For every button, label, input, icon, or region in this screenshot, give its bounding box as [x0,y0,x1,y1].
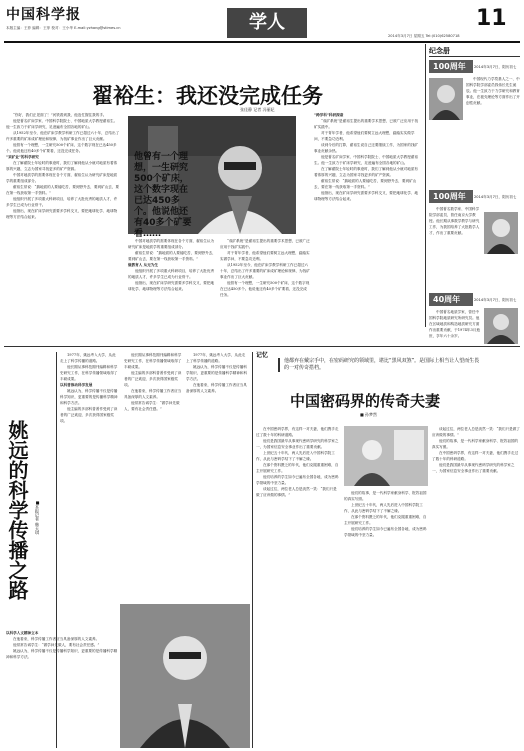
paragraph: 他指出，现在矿床学研究需要多学科交叉，要把地球化学、地球物理等方法结合起来。 [128,281,215,291]
anniversary-badge: 100周年 [429,60,473,73]
paragraph: 他是著名矿床学家、中国科学院院士、中国地质大学教授翟裕生。他一生致力于矿床学研究，足迹遍布全国各地的矿山。 [6,119,118,129]
sidebar-portrait-3 [484,308,518,344]
sidebar-portrait-1 [429,78,463,120]
anniversary-date: 2014年3月7日，阴历初七 [474,195,517,199]
article2-byline: ■本报记者 韩天琪 [35,500,40,535]
paragraph: 对于青年学者，他希望他们要树立远大理想，踏踏实实做学问，不要急功近利。 [220,251,310,261]
paragraph: 他常常告诫学生：“做学问先做人，要有社会责任感。” [124,401,180,411]
paragraph: 他们是我国最早从事现代密码学研究的科学家之一，为国家信息安全事业作出了重要贡献。 [256,439,339,449]
article3-byline: ■ 孙梦然 [360,412,378,417]
sidebar-title-rule [429,56,520,57]
sidebar-title: 纪念册 [429,47,450,55]
paragraph: 他指出，现在矿床学研究需要多学科交叉，要把地球化学、地球物理等方法结合起来。 [314,191,419,201]
paragraph: 谈起过往，两位老人总是淡然一笑：“我们只是做了应该做的事情。” [432,427,520,437]
paragraph: 他曾有一个理想，一生研究500个矿床，这个数字现在已达450多个。他说他还有40多个矿要看，还没完成任务。 [6,143,117,153]
paragraph: 他们的故事，是一代科学家献身科学、报效祖国的真实写照。 [432,439,519,449]
paragraph: 谈到今后的打算，翟裕生说自己还要继续工作，为国家的找矿事业贡献余热。 [314,143,419,153]
article1-col-3 [220,238,310,344]
page-number: 11 [476,6,507,31]
portrait-photo [484,212,518,254]
paragraph: 他们的故事，是一代科学家献身科学、报效祖国的真实写照。 [344,491,427,501]
paragraph: 1977年，姚远考入大学，从此走上了科学传播的道路。 [60,353,116,363]
paragraph: 中国著名地质学家，曾任中国科学院地质研究所研究员。他在区域地质和构造地质研究方面作出重要贡献，于1974年3月逝世，享年六十余岁。 [429,310,480,338]
paragraph: 在了解翟院士年轻时的事迹时，我们了解到他从小就对地质有着浓厚的兴趣，立志为国家寻找更多的矿产资源。 [6,161,118,171]
article3-photo [344,426,428,486]
paragraph: 在中国密码学界，有这样一对夫妻，他们携手走过了数十年的科研道路。 [256,427,339,437]
sidebar-divider [425,44,426,327]
paragraph: 姚远认为，科学传播不仅是传播科学知识，更重要的是传播科学精神和科学方法。 [60,389,118,405]
article2-title: 姚远的科学传播之路 [5,420,29,600]
paragraph: 翟裕生常说：“搞地质的人要能吃苦，要到野外去，要到矿山去，要在第一线获取第一手资料。” [6,185,120,195]
paragraph: 他指出，现在矿床学研究需要多学科交叉，要把地球化学、地球物理等方法结合起来。 [6,209,118,219]
article2-col-4 [186,352,248,602]
paragraph: 他是著名矿床学家、中国科学院院士、中国地质大学教授翟裕生。他一生致力于矿床学研究，足迹遍布全国各地的矿山。 [314,155,419,165]
sidebar-entry-3-text [429,309,481,345]
article2-col-1 [60,352,118,512]
article3-divider [252,352,253,748]
subhead: “跨学科”科研探索 [314,113,344,117]
article2-col-3 [124,352,182,602]
masthead-rule [4,41,520,43]
paragraph: 从1952年至今，他在矿床学教学科研工作已超过六十年，总结出了许多重要的矿床成矿理论和规律，为找矿事业作出了巨大贡献。 [6,131,120,141]
paragraph: 他主编的多部科普著作受到了读者的广泛欢迎，多次获得国家级奖项。 [60,407,118,423]
article3-col-1 [256,426,340,748]
masthead-date: 2014年3月7日 星期五 Tel:(010)62580718 [388,34,460,38]
article1-col-2 [128,238,216,344]
paragraph: 在中国密码学界，有这样一对夫妻，他们携手走过了数十年的科研道路。 [432,451,519,461]
paragraph: 中国对地质学的需要体现在各个方面，翟裕生认为研究矿床是地质学的重要组成部分。 [6,173,118,183]
paragraph: 他长期从事科技期刊编辑和科学史研究工作，在科学传播领域取得了丰硕成果。 [60,365,118,381]
paragraph: 他常常告诫学生：“做学问先做人，要有社会责任感。” [13,643,100,647]
paragraph: 在那个资料匮乏的年代，他们克服重重困难，自主开展研究工作。 [344,515,427,525]
paragraph: “成矿系统”是翟裕生提出的重要学术思想，已被广泛应用于找矿实践中。 [220,239,310,249]
paragraph: 他们培养的学生如今已遍布全国各地，成为密码学领域的中坚力量。 [344,527,427,537]
article1-pull-quote: 他曾有一个理想，一生研究500个矿床，这个数字现在已达450多个。他说他还有40多个矿要看…… [134,152,192,239]
paragraph: 他主编的多部科普著作受到了读者的广泛欢迎，多次获得国家级奖项。 [124,371,182,387]
paragraph: 在他看来，科学传播工作者应当具备深厚的人文素养。 [124,389,182,399]
paragraph: 中国现代力学奠基人之一、中国科学院学部委员钱伟长先生诞辰。他一生致力于力学研究和教育事业，在板壳理论等方面作出了开创性贡献。 [466,77,520,105]
subhead: “采矿业”的科学研究 [6,155,39,159]
paragraph: 在那个资料匮乏的年代，他们克服重重困难，自主开展研究工作。 [256,463,339,473]
paragraph: 从1952年至今，他在矿床学教学科研工作已超过六十年，总结出了许多重要的矿床成矿理论和规律，为找矿事业作出了巨大贡献。 [220,263,310,279]
subhead: 以科普推动科学发展 [60,383,93,387]
paragraph: 上世纪五十年代，两人先后进入中国科学院工作，从此与密码学结下了不解之缘。 [344,503,423,513]
article3-headline: 中国密码界的传奇夫妻 [290,392,441,410]
anniversary-badge: 40周年 [429,293,473,306]
article1-col-1 [6,112,120,344]
sidebar-entry-2-text [429,206,481,288]
paragraph: 在他看来，科学传播工作者应当具备深厚的人文素养。 [186,383,247,393]
paragraph: 翟裕生常说：“搞地质的人要能吃苦，要到野外去，要到矿山去，要在第一线获取第一手资料。” [128,251,216,261]
paragraph: 中国著名数学家、中国科学院学部委员，曾任南京大学教授。他长期从事数学教学与研究工作，为我国培养了大批数学人才，作出了重要贡献。 [429,207,480,235]
paragraph: 1977年，姚远考入大学，从此走上了科学传播的道路。 [186,353,246,363]
masthead-info: 本版主编：王菲 编辑：王菲 校对：王小华 E-mail:yzhang@stimes.cn [6,26,121,30]
paragraph: 姚远认为，科学传播不仅是传播科学知识，更重要的是传播科学精神和科学方法。 [6,649,118,659]
masthead-logo: 中国科学报 [6,7,81,23]
article1-col-4 [314,112,420,344]
paragraph: 他组织开展了多项重大科研项目，培养了大批优秀的地质人才，许多学生已成为行业骨干。 [6,197,118,207]
portrait-photo [484,308,518,344]
anniversary-date: 2014年3月7日，阴历初七 [474,298,517,302]
paragraph: 在他看来，科学传播工作者应当具备深厚的人文素养。 [13,637,100,641]
anniversary-badge: 100周年 [429,190,473,203]
paragraph: 翟裕生常说：“搞地质的人要能吃苦，要到野外去，要到矿山去，要在第一线获取第一手资料。” [314,179,417,189]
paragraph: 他组织开展了多项重大科研项目，培养了大批优秀的地质人才，许多学生已成为行业骨干。 [128,269,215,279]
subhead: 做教育人 从无为生 [128,263,159,267]
article3-deck: 他都弃在戴宗手中，在密码研究的领域里，堪比“黑风双煞”。是国际上相当让人望而生畏的一对传奇搭档。 [278,358,484,372]
portrait-photo [120,604,250,748]
article1-headline: 翟裕生：我还没完成任务 [92,84,323,108]
paragraph: 他长期从事科技期刊编辑和科学史研究工作，在科学传播领域取得了丰硕成果。 [124,353,182,369]
section-tag: 记忆 [256,352,269,359]
paragraph: “你好，我们正见面了！”河铁看到我，他连忙握住我的手。 [13,113,107,117]
article1-byline: 张佳静 记者 冯丽妃 [240,107,275,112]
portrait-photo [429,78,463,120]
paragraph: 他们是我国最早从事现代密码学研究的科学家之一，为国家信息安全事业作出了重要贡献。 [432,463,515,473]
anniversary-date: 2014年3月7日，阴历初七 [474,65,517,69]
paragraph: “成矿系统”是翟裕生提出的重要学术思想，已被广泛应用于找矿实践中。 [314,119,419,129]
article3-col-2 [344,490,428,748]
section-label: 学人 [227,8,307,38]
couple-photo [344,426,428,486]
article3-col-3 [432,426,520,748]
paragraph: 他们培养的学生如今已遍布全国各地，成为密码学领域的中坚力量。 [256,475,339,485]
paragraph: 中国对地质学的需要体现在各个方面，翟裕生认为研究矿床是地质学的重要组成部分。 [128,239,215,249]
sidebar-portrait-2 [484,212,518,254]
article2-photo [120,604,250,748]
paragraph: 上世纪五十年代，两人先后进入中国科学院工作，从此与密码学结下了不解之缘。 [256,451,335,461]
paragraph: 谈起过往，两位老人总是淡然一笑：“我们只是做了应该做的事情。” [256,487,337,497]
mid-rule [4,346,520,347]
subhead: 以科学人文精神立本 [6,631,39,635]
paragraph: 在了解翟院士年轻时的事迹时，我们了解到他从小就对地质有着浓厚的兴趣，立志为国家寻找更多的矿产资源。 [314,167,419,177]
paragraph: 他曾有一个理想，一生研究500个矿床，这个数字现在已达450多个。他说他还有40多个矿要看，还没完成任务。 [220,281,310,297]
paragraph: 对于青年学者，他希望他们要树立远大理想，踏踏实实做学问，不要急功近利。 [314,131,415,141]
sidebar-entry-1-text [466,76,520,136]
article2-col-2 [6,630,118,746]
paragraph: 姚远认为，科学传播不仅是传播科学知识，更重要的是传播科学精神和科学方法。 [186,365,248,381]
